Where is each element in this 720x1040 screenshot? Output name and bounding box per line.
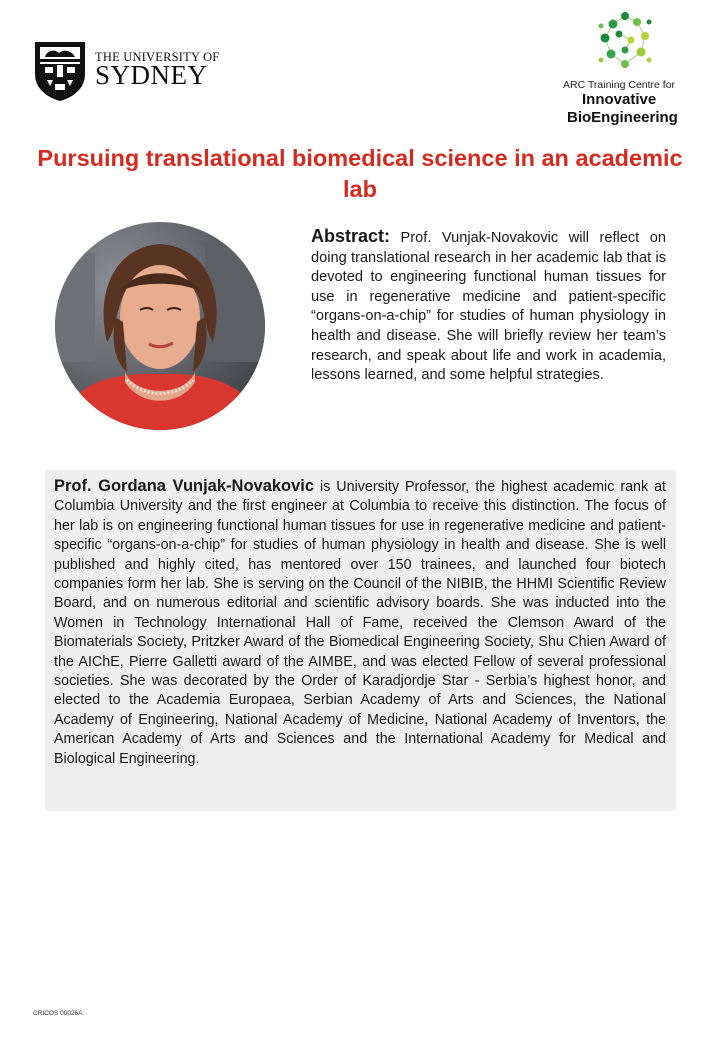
arc-logo-line-2: Innovative bbox=[582, 91, 657, 108]
speaker-bio-box bbox=[45, 470, 676, 811]
arc-logo-line-1: ARC Training Centre for bbox=[563, 79, 676, 91]
cricos-code: CRICOS 00026A bbox=[33, 1010, 83, 1017]
molecule-dots-icon bbox=[595, 10, 655, 72]
university-crest-icon bbox=[33, 40, 87, 102]
abstract-text: Prof. Vunjak-Novakovic will reflect on doing translational research in her academic lab that is devoted to engineering functional human tissues for use in regenerative medicine and patient-specific “organs-on-a-chip” for studies of human physiology in health and disease. She will briefly review her team’s research, and speak about life and work in academia, lessons learned, and some helpful strategies. bbox=[311, 230, 666, 384]
abstract-paragraph bbox=[311, 227, 666, 386]
page-title: Pursuing translational biomedical science in an academic lab bbox=[37, 145, 683, 202]
speaker-portrait bbox=[55, 222, 265, 430]
university-of-sydney-logo bbox=[33, 40, 220, 102]
abstract-label: Abstract: bbox=[311, 226, 391, 246]
speaker-bio-text: is University Professor, the highest academic rank at Columbia University and the first engineer at Columbia to receive this distinction. The focus of her lab is on engineering functional human tissues for use in regenerative medicine and patient-specific “organs-on-a-chip” for studies of human physiology in health and disease. She is well published and highly cited, has mentored over 150 trainees, and launched four biotech companies form her lab. She is serving on the Council of the NIBIB, the HHMI Scientific Review Board, and on numerous editorial and scientific advisory boards. She was inducted into the Women in Technology International Hall of Fame, received the Clemson Award of the Biomaterials Society, Pritzker Award of the Biomedical Engineering Society, Shu Chien Award of the AIChE, Pierre Galletti award of the AIMBE, and was elected Fellow of several professional societies. She was decorated by the Order of Karadjordje Star - Serbia’s highest honor, and elected to the Academia Europaea, Serbian Academy of Arts and Sciences, the National Academy of Engineering, National Academy of Medicine, National Academy of Inventors, the American Academy of Arts and Sciences and the International Academy for Medical and Biological Engineering. bbox=[54, 479, 667, 767]
arc-logo-line-3: BioEngineering bbox=[567, 109, 678, 126]
logo-text-line-1: THE UNIVERSITY OF bbox=[95, 50, 220, 64]
arc-training-centre-logo bbox=[555, 10, 715, 130]
speaker-name: Prof. Gordana Vunjak-Novakovic bbox=[54, 477, 315, 495]
logo-text-line-2: SYDNEY bbox=[95, 60, 208, 90]
speaker-bio-paragraph bbox=[54, 477, 666, 769]
